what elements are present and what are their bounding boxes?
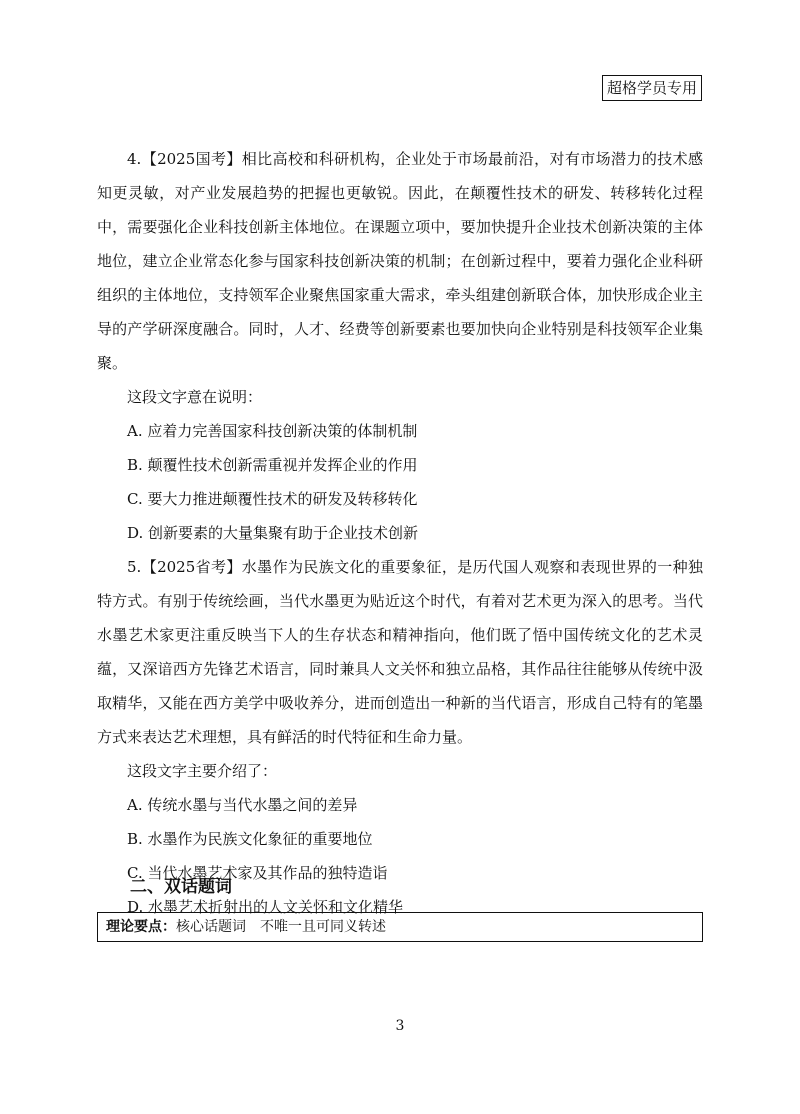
questions-content (97, 142, 703, 924)
question-5-paragraph: 5.【2025省考】水墨作为民族文化的重要象征，是历代国人观察和表现世界的一种独特方式。有别于传统绘画，当代水墨更为贴近这个时代，有着对艺术更为深入的思考。当代水墨艺术家更注重反映当下人的生存状态和精神指向，他们既了悟中国传统文化的艺术灵蕴，又深谙西方先锋艺术语言，同时兼具人文关怀和独立品格，其作品往往能够从传统中汲取精华，又能在西方美学中吸收养分，进而创造出一种新的当代语言，形成自己特有的笔墨方式来表达艺术理想，具有鲜活的时代特征和生命力量。 (97, 558, 703, 746)
theory-label: 理论要点： (106, 919, 176, 935)
question-4-option-b[interactable]: B. 颠覆性技术创新需重视并发挥企业的作用 (127, 456, 418, 474)
question-5-prompt: 这段文字主要介绍了： (127, 762, 278, 780)
theory-text: 核心话题词 不唯一且可同义转述 (176, 919, 386, 935)
question-4-option-a[interactable]: A. 应着力完善国家科技创新决策的体制机制 (127, 422, 418, 440)
question-4-paragraph: 4.【2025国考】相比高校和科研机构，企业处于市场最前沿，对有市场潜力的技术感知更灵敏，对产业发展趋势的把握也更敏锐。因此，在颠覆性技术的研发、转移转化过程中，需要强化企业科技创新主体地位。在课题立项中，要加快提升企业技术创新决策的主体地位，建立企业常态化参与国家科技创新决策的机制；在创新过程中，要着力强化企业科研组织的主体地位，支持领军企业聚焦国家重大需求，牵头组建创新联合体，加快形成企业主导的产学研深度融合。同时，人才、经费等创新要素也要加快向企业特别是科技领军企业集聚。 (97, 150, 703, 372)
section-title: 二、双话题词 (130, 877, 232, 897)
question-4-option-c[interactable]: C. 要大力推进颠覆性技术的研发及转移转化 (127, 490, 418, 508)
student-only-badge: 超格学员专用 (602, 75, 702, 101)
page-number: 3 (395, 1018, 405, 1034)
question-5-option-d[interactable]: D. 水墨艺术折射出的人文关怀和文化精华 (127, 898, 404, 916)
question-5-option-b[interactable]: B. 水墨作为民族文化象征的重要地位 (127, 830, 373, 848)
question-5-option-a[interactable]: A. 传统水墨与当代水墨之间的差异 (127, 796, 358, 814)
question-5-option-c[interactable]: C. 当代水墨艺术家及其作品的独特造诣 (127, 864, 388, 882)
theory-box (97, 912, 703, 942)
question-4-prompt: 这段文字意在说明： (127, 388, 263, 406)
question-4-option-d[interactable]: D. 创新要素的大量集聚有助于企业技术创新 (127, 524, 419, 542)
